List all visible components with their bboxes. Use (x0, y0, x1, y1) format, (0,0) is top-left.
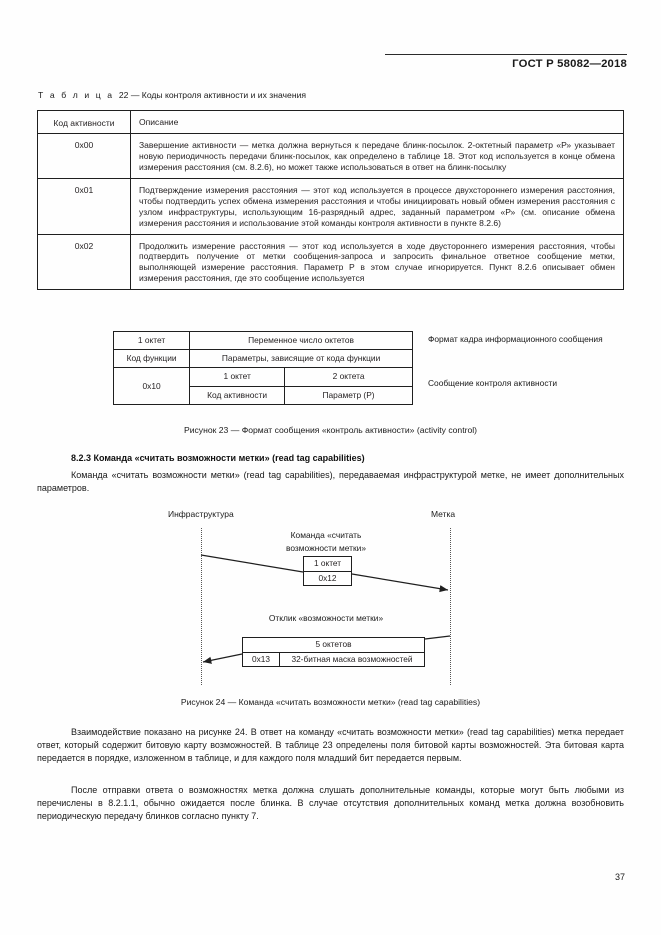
table-22-caption (38, 90, 306, 100)
standard-header: ГОСТ Р 58082—2018 (512, 58, 627, 70)
cell-description: Завершение активности — метка должна вернуться к передаче блинк-посылок. 2-октетный параметр «Р» указывает новую периодичность передачи блинк-посылок, как определено в таблице 18. Этот код используется в конце обмена измерения расстояния (см. 8.2.6), но может также использоваться в ответ на блинк-посылку (131, 133, 624, 178)
message-format-table (113, 331, 413, 405)
page-number: 37 (614, 872, 625, 882)
cell-octet-count: 1 октет (114, 332, 190, 350)
table-caption-text: — Коды контроля активности и их значения (130, 90, 307, 100)
figure-23-caption: Рисунок 23 — Формат сообщения «контроль активности» (activity control) (183, 425, 478, 435)
lifeline-tag (450, 528, 451, 685)
cell-function-code-label: Код функции (114, 350, 190, 368)
figure-24-caption: Рисунок 24 — Команда «считать возможности метки» (read tag capabilities) (180, 697, 481, 707)
note-frame-format: Формат кадра информационного сообщения (428, 334, 603, 344)
response-message-label: Отклик «возможности метки» (268, 613, 384, 623)
note-activity-message: Сообщение контроля активности (428, 378, 558, 388)
paragraph-2: Взаимодействие показано на рисунке 24. В ответ на команду «считать возможности метки» (read tag capabilities) метка передает ответ, который содержит битовую карту возможностей. В таблице 23 определены поля битовой карты возможностей. Эта битовая карта передается в порядке, изложенном в таблице, и для каждого поля младший бит передается первым. (37, 727, 624, 764)
table-header-row (38, 111, 624, 134)
paragraph-1: Команда «считать возможности метки» (read tag capabilities), передаваемая инфраструктурой метке, не имеет дополнительных параметров. (37, 470, 624, 494)
cell-code: 0x01 (38, 178, 131, 234)
cell-request-length: 1 октет (304, 557, 352, 572)
column-header-description: Описание (131, 111, 624, 134)
request-label-line-2: возможности метки» (286, 542, 366, 553)
lifeline-infrastructure (201, 528, 202, 685)
cell-response-code: 0x13 (243, 652, 280, 667)
table-caption-number: 22 (118, 90, 129, 100)
request-label-line-1: Команда «считать (290, 530, 362, 540)
request-pdu-code-row (304, 571, 352, 586)
format-row-fields (114, 350, 413, 368)
response-pdu-length-row (243, 638, 425, 653)
request-message-label (236, 529, 416, 554)
lifeline-label-tag: Метка (431, 509, 456, 519)
response-pdu-fields-row (243, 652, 425, 667)
cell-request-code: 0x12 (304, 571, 352, 586)
cell-parameters-label: Параметры, зависящие от кода функции (190, 350, 413, 368)
format-row-activity-lengths (114, 368, 413, 386)
section-heading: 8.2.3 Команда «считать возможности метки» (read tag capabilities) (71, 453, 365, 463)
figure-23-message-format (113, 331, 413, 405)
cell-parameter-label: Параметр (Р) (285, 386, 413, 404)
format-row-lengths-top (114, 332, 413, 350)
cell-code: 0x02 (38, 234, 131, 290)
lifeline-label-infrastructure: Инфраструктура (168, 509, 234, 519)
cell-response-length: 5 октетов (243, 638, 425, 653)
cell-description: Подтверждение измерения расстояния — этот код используется в процессе двухстороннего измерения расстояния, чтобы подтвердить успех обмена измерения расстояния и чтобы инициировать новый обмен измерения расстояния с узлом инфраструктуры, использующим 16-разрядный адрес, заданный параметром «Р» (см. описание обмена измерения расстояния и использование этой команды контроля активности в пункте 8.2.6) (131, 178, 624, 234)
table-row (38, 234, 624, 290)
header-rule (385, 54, 627, 55)
table-row (38, 178, 624, 234)
table-22 (37, 110, 624, 290)
cell-response-payload: 32-битная маска возможностей (280, 652, 425, 667)
column-header-code: Код активности (38, 111, 131, 134)
cell-variable-octets: Переменное число октетов (190, 332, 413, 350)
request-pdu-box (303, 556, 352, 586)
cell-activity-octet-count: 1 октет (190, 368, 285, 386)
cell-activity-code-label: Код активности (190, 386, 285, 404)
request-pdu-length-row (304, 557, 352, 572)
cell-description: Продолжить измерение расстояния — этот код используется в ходе двустороннего измерения расстояния, чтобы подтвердить получение от метки сообщения-запроса и запросить финальное ответное сообщение метки, выполняющей измерение расстояния. Параметр Р в этом случае игнорируется. Пункт 8.2.6 описывает обмен измерения расстояния, где это сообщение используется (131, 234, 624, 290)
paragraph-3: После отправки ответа о возможностях метка должна слушать дополнительные команды, которые могут быть любыми из перечислены в 8.2.1.1, обычно ожидается после блинка. В случае отсутствия дополнительных команд метка должна возобновить периодическую передачу блинков согласно пункту 7. (37, 785, 624, 822)
response-pdu-box (242, 637, 425, 667)
cell-code: 0x00 (38, 133, 131, 178)
cell-function-code-value: 0x10 (114, 368, 190, 404)
table-row (38, 133, 624, 178)
table-caption-label: Т а б л и ц а (38, 90, 115, 100)
cell-parameter-octet-count: 2 октета (285, 368, 413, 386)
